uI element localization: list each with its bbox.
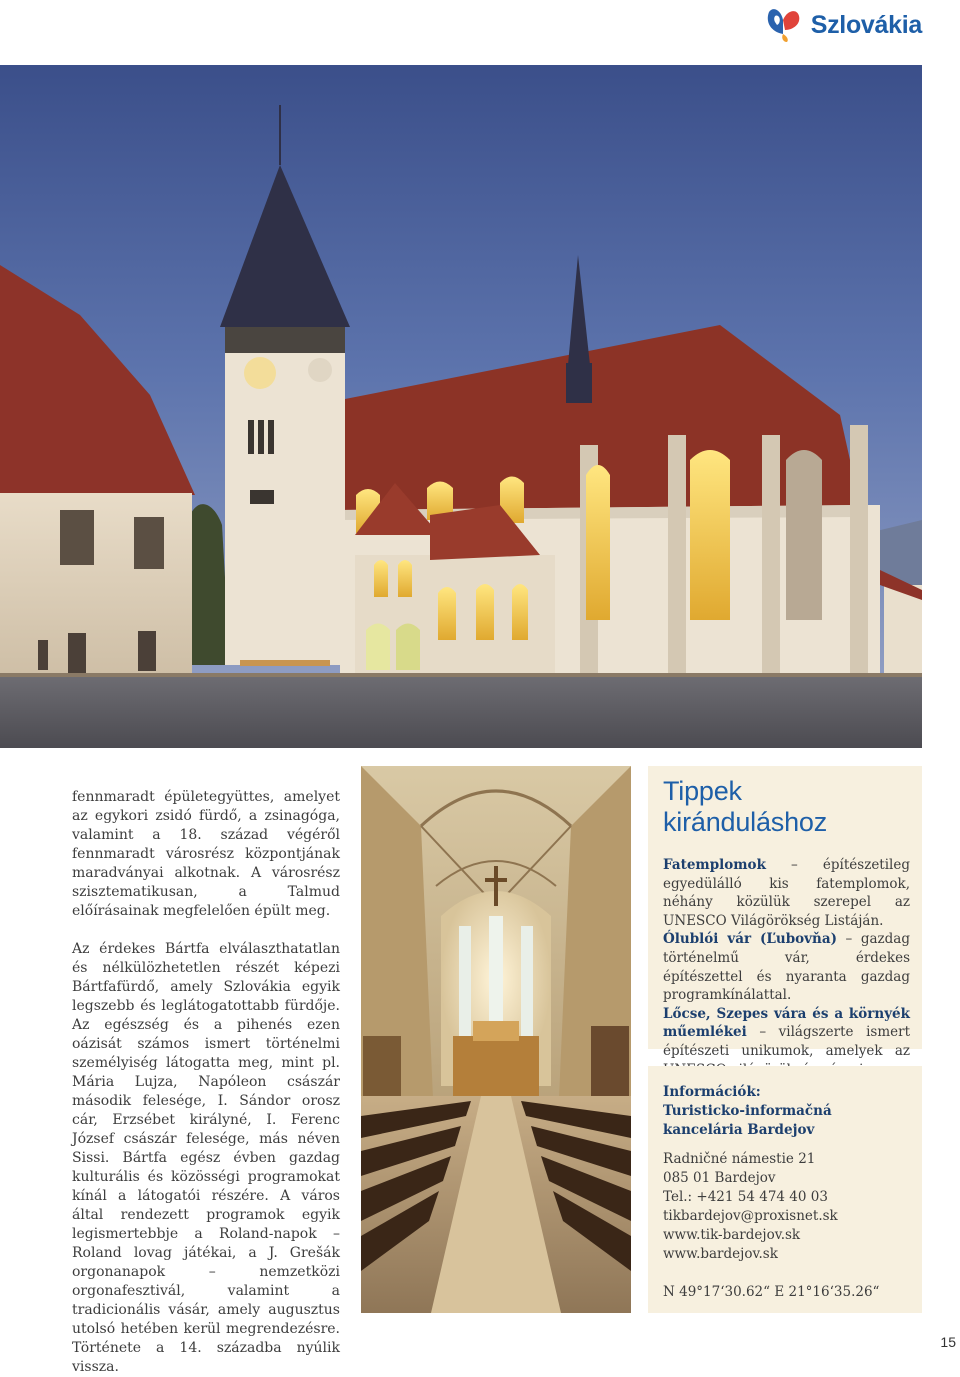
- info-heading-line: Információk:: [663, 1084, 761, 1100]
- tip-item: [663, 856, 910, 930]
- tip-item-name: Lőcse, Szepes vára és a környék műemlékei: [663, 1005, 910, 1041]
- tip-item-text: – gazdag történelmű vár, érdekes építészettel és nyaranta gazdag programkínálattal.: [663, 931, 910, 1004]
- info-contact: [663, 1150, 910, 1264]
- basilica-exterior-photo: [0, 65, 922, 748]
- tips-list: [663, 856, 910, 1079]
- brand-logo: [763, 4, 922, 46]
- info-heading: [663, 1083, 910, 1140]
- tip-item-text: – építészetileg egyedülálló kis fatemplomok, néhány közülük szerepel az UNESCO Világörökség Listáján.: [663, 857, 910, 929]
- butterfly-logo-icon: [763, 4, 805, 46]
- info-website-link[interactable]: www.tik-bardejov.sk: [663, 1227, 801, 1243]
- page-number: 15: [940, 1334, 956, 1350]
- info-box: [648, 1066, 922, 1313]
- tips-title: Tippek kiránduláshoz: [663, 776, 828, 837]
- tips-box: [648, 766, 922, 1059]
- brand-name: Szlovákia: [810, 10, 922, 39]
- tip-item-name: Ólublói vár (Ľubovňa): [663, 931, 837, 948]
- tip-item-text: – világszerte ismert építészeti unikumok, amelyek az: [663, 1024, 910, 1059]
- info-gps-coordinates: N 49°17‘30.62“ E 21°16‘35.26“: [663, 1284, 880, 1300]
- article-paragraph: Az érdekes Bártfa elválaszthatatlan és nélkülözhetetlen részét képezi Bártfafürdő, amely Szlovákia egyik legszebb és leglátogatottabb fürdője. Az egészség és a pihenés ezen oázisát számos ismert történelmi személyiség látogatta meg, mint pl. Mária Lujza, Napóleon császár második felesége, I. Sándor orosz cár, Erzsébet királyné, I. Ferenc József császár felesége, más néven Sissi. Bártfa egész évben gazdag kulturális és közösségi programokat kínál a látogatói részére. A város által rendezett programok egyik legismertebbje a Roland-napok – Roland lovag játékai, a J. Grešák orgonanapok – nemzetközi orgonafesztivál, valamint a tradicionális vásár, amely augusztus utolsó hetében kerül megrendezésre. Története a 14. századba nyúlik vissza.: [72, 941, 340, 1375]
- info-phone: Tel.: +421 54 474 40 03: [663, 1189, 828, 1205]
- article-text: [72, 788, 340, 1377]
- info-address-street: Radničné námestie 21: [663, 1151, 816, 1167]
- tip-item: [663, 930, 910, 1004]
- basilica-interior-photo: [361, 766, 631, 1313]
- info-website-link[interactable]: www.bardejov.sk: [663, 1246, 778, 1262]
- info-heading-line: Turisticko-informačná: [663, 1103, 832, 1119]
- info-address-city: 085 01 Bardejov: [663, 1170, 776, 1186]
- article-paragraph: fennmaradt épületegyüttes, amelyet az egykori zsidó fürdő, a zsinagóga, valamint a 18. század végéről fennmaradt városrész központjának maradványai alkotnak. A városrész szisztematikusan, a Talmud előírásainak megfelelően épült meg.: [72, 789, 340, 919]
- info-email-link[interactable]: tikbardejov@proxisnet.sk: [663, 1208, 838, 1224]
- info-heading-line: kancelária Bardejov: [663, 1122, 815, 1138]
- tip-item-name: Fatemplomok: [663, 857, 766, 873]
